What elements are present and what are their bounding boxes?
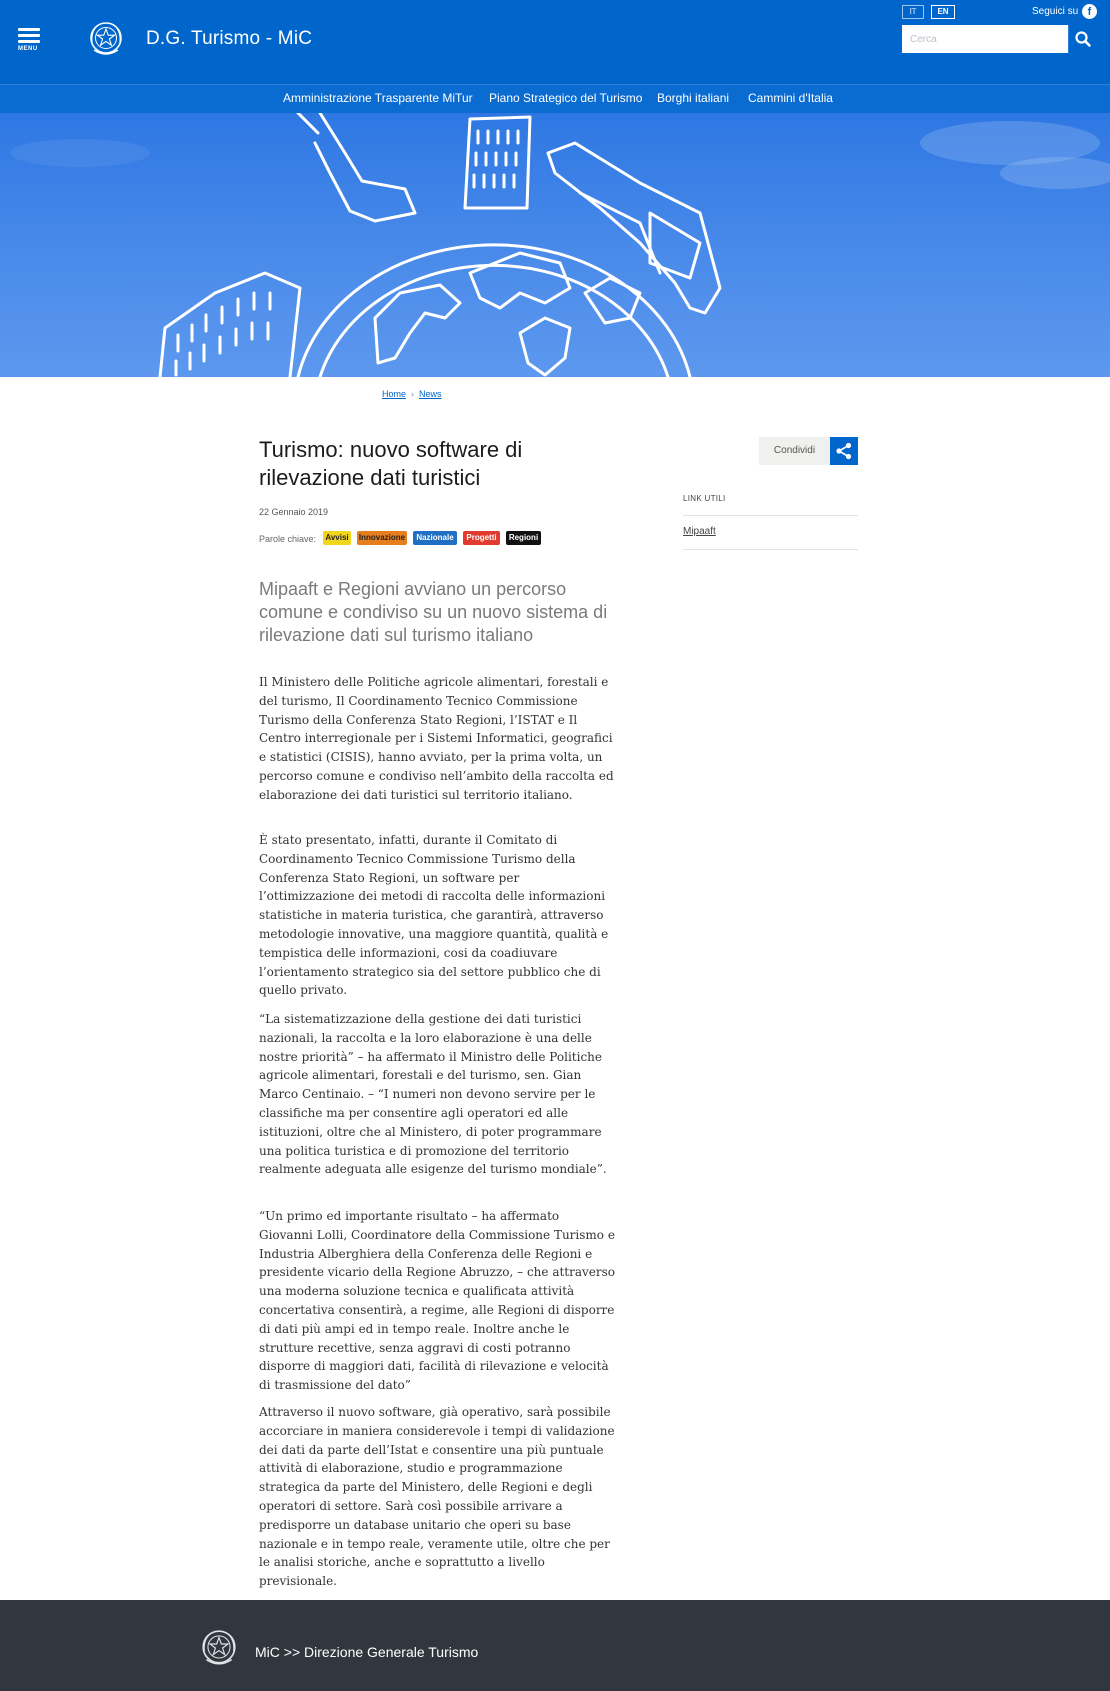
tag-innovazione[interactable]: Innovazione — [357, 531, 407, 545]
share-button[interactable] — [830, 437, 858, 465]
breadcrumb — [382, 389, 442, 399]
nav-item-borghi-italiani[interactable]: Borghi italiani — [657, 91, 730, 105]
share-icon — [830, 437, 858, 465]
breadcrumb-home-link[interactable]: Home — [382, 389, 407, 399]
tag-regioni[interactable]: Regioni — [506, 531, 541, 545]
search-input[interactable] — [902, 25, 1068, 53]
article-paragraph: “Un primo ed importante risultato – ha affermato Giovanni Lolli, Coordinatore della Commissione Turismo e Industria Alberghiera della Conferenza delle Regioni e presidente vicario della Regione Abruzzo, – che attraverso una moderna soluzione tecnica e qualificata attività concertativa consentirà, a regime, alle Regioni di disporre di dati più ampi ed in tempo reale. Inoltre anche le strutture recettive, senza aggravi di costi potranno disporre di maggiori dati, facilità di rilevazione e velocità di trasmissione del dato” — [259, 1209, 616, 1393]
useful-links-heading: LINK UTILI — [683, 494, 726, 503]
republic-emblem-icon[interactable] — [200, 1628, 238, 1668]
sidebar-link-mipaaft[interactable]: Mipaaft — [683, 526, 716, 537]
republic-emblem-icon[interactable] — [88, 20, 124, 58]
article-paragraph: È stato presentato, infatti, durante il Comitato di Coordinamento Tecnico Commissione Turismo della Conferenza Stato Regioni, un software per l’ottimizzazione dei metodi di raccolta delle informazioni statistiche in materia turistica, che garantirà, attraverso metodologie innovative, una maggiore quantità, qualità e tempistica delle informazioni, cosi da coadiuvare l’orientamento strategico sia del settore pubblico che di quello privato. — [259, 833, 609, 998]
share-label[interactable]: Condividi — [759, 437, 830, 465]
hamburger-icon-bar — [18, 40, 40, 43]
facebook-icon[interactable]: f — [1082, 4, 1097, 19]
nav-item-piano-strategico[interactable]: Piano Strategico del Turismo — [489, 91, 643, 105]
hamburger-icon-bar — [18, 34, 40, 37]
tag-nazionale[interactable]: Nazionale — [413, 531, 457, 545]
sidebar-divider — [683, 549, 858, 550]
sidebar-divider — [683, 515, 858, 516]
article-date: 22 Gennaio 2019 — [259, 507, 329, 517]
nav-item-cammini-italia[interactable]: Cammini d'Italia — [748, 91, 833, 105]
article-title: Turismo: nuovo software di rilevazione dati turistici — [259, 437, 523, 490]
article-lead: Mipaaft e Regioni avviano un percorso comune e condiviso su un nuovo sistema di rilevazione dati sul turismo italiano — [259, 579, 608, 645]
keywords-label: Parole chiave: — [259, 534, 317, 544]
article-paragraph: Il Ministero delle Politiche agricole alimentari, forestali e del turismo, Il Coordinamento Tecnico Commissione Turismo della Conferenza Stato Regioni, l’ISTAT e Il Centro interregionale per i Sistemi Informatici, geografici e statistici (CISIS), hanno avviato, per la prima volta, un percorso comune e condiviso nell’ambito della raccolta ed elaborazione dei dati turistici sul territorio italiano. — [259, 675, 614, 802]
site-title[interactable]: D.G. Turismo - MiC — [146, 28, 313, 49]
hero-banner-image — [0, 113, 1110, 377]
breadcrumb-separator: › — [411, 389, 415, 399]
footer-title[interactable]: MiC >> Direzione Generale Turismo — [255, 1644, 479, 1660]
hero-illustration — [0, 113, 1110, 377]
hamburger-icon — [18, 28, 40, 31]
menu-button[interactable] — [18, 28, 40, 52]
tag-avvisi[interactable]: Avvisi — [323, 531, 351, 545]
article-paragraph: Attraverso il nuovo software, già operativo, sarà possibile accorciare in maniera considerevole i tempi di validazione dei dati da parte dell’Istat e consentire una più puntuale attività di elaborazione, studio e programmazione strategica da parte del Ministero, delle Regioni e degli operatori di settore. Sarà così possibile arrivare a predisporre un database unitario che operi su base nazionale e in tempo reale, veramente utile, oltre che per le analisi storiche, anche e soprattutto a livello previsionale. — [259, 1405, 615, 1589]
nav-item-amministrazione-trasparente[interactable]: Amministrazione Trasparente MiTur — [283, 91, 473, 105]
follow-label: Seguici su — [1032, 6, 1079, 17]
tag-progetti[interactable]: Progetti — [463, 531, 500, 545]
article-paragraph: “La sistematizzazione della gestione dei dati turistici nazionali, la raccolta e la loro elaborazione è una delle nostre priorità” – ha affermato il Ministro delle Politiche agricole alimentari, forestali e del turismo, sen. Gian Marco Centinaio. – “I numeri non devono servire per le classifiche ma per consentire agli operatori ed alle istituzioni, oltre che al Ministero, di poter programmare una politica turistica e di promozione del territorio realmente adeguata alle esigenze del turismo mondiale”. — [259, 1012, 607, 1177]
language-it-button[interactable]: IT — [902, 5, 924, 19]
main-navigation — [0, 84, 1110, 113]
breadcrumb-news-link[interactable]: News — [419, 389, 442, 399]
search-icon — [1069, 25, 1097, 53]
site-header — [0, 0, 1110, 84]
search-button[interactable] — [1068, 25, 1096, 53]
language-en-button[interactable]: EN — [931, 5, 955, 19]
menu-label: MENU — [18, 46, 38, 52]
site-footer — [0, 1600, 1110, 1691]
